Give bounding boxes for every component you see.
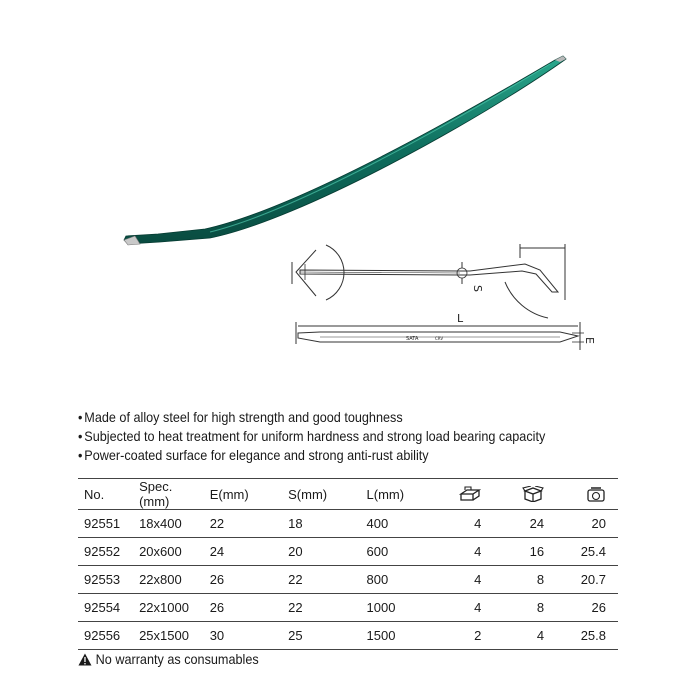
cell-weight: 25.4 [556,538,618,566]
header-carton [493,479,556,510]
cell-spec: 18x400 [133,510,204,538]
cell-no: 92552 [78,538,133,566]
cell-weight: 20.7 [556,566,618,594]
header-no: No. [78,479,133,510]
cell-weight: 20 [556,510,618,538]
cell-weight: 26 [556,594,618,622]
header-s: S(mm) [282,479,360,510]
cell-no: 92553 [78,566,133,594]
brand-marking: SATA [406,336,419,342]
cell-e: 26 [204,566,282,594]
cell-spec: 22x800 [133,566,204,594]
header-l: L(mm) [361,479,439,510]
cell-s: 25 [282,622,360,650]
cell-spec: 22x1000 [133,594,204,622]
cell-e: 22 [204,510,282,538]
pry-bar-image [124,56,566,245]
cell-inner: 4 [439,538,494,566]
table-row [78,510,618,538]
table-row [78,622,618,650]
cell-inner: 4 [439,594,494,622]
cell-carton: 4 [493,622,556,650]
header-inner-box [439,479,494,510]
inner-box-icon [459,486,481,502]
cell-spec: 25x1500 [133,622,204,650]
warranty-text: No warranty as consumables [95,652,259,667]
weight-scale-icon [586,486,606,502]
feature-item: • Subjected to heat treatment for uniform hardness and strong load bearing capacity [78,427,545,446]
dimension-label-s: S [471,285,484,292]
cell-no: 92551 [78,510,133,538]
cell-carton: 8 [493,566,556,594]
cell-l: 1000 [361,594,439,622]
cell-l: 600 [361,538,439,566]
cell-s: 18 [282,510,360,538]
feature-list [78,408,545,465]
cell-inner: 4 [439,510,494,538]
cell-e: 26 [204,594,282,622]
cell-l: 800 [361,566,439,594]
cell-s: 22 [282,594,360,622]
header-e: E(mm) [204,479,282,510]
cell-carton: 24 [493,510,556,538]
feature-item: • Power-coated surface for elegance and strong anti-rust ability [78,446,545,465]
warning-triangle-icon [78,653,92,666]
table-header-row [78,479,618,510]
cell-inner: 2 [439,622,494,650]
dimension-label-e: E [583,337,596,344]
table-row [78,566,618,594]
spec-table [78,478,618,650]
grade-marking: CRV [435,336,444,341]
feature-item: • Made of alloy steel for high strength and good toughness [78,408,545,427]
cell-inner: 4 [439,566,494,594]
cell-spec: 20x600 [133,538,204,566]
dimension-label-l: L [457,312,464,325]
cell-carton: 8 [493,594,556,622]
cell-s: 20 [282,538,360,566]
header-weight [556,479,618,510]
cell-e: 24 [204,538,282,566]
carton-box-icon [522,486,544,502]
cell-l: 400 [361,510,439,538]
header-spec: Spec. (mm) [133,479,204,510]
table-row [78,538,618,566]
cell-weight: 25.8 [556,622,618,650]
cell-no: 92554 [78,594,133,622]
table-row [78,594,618,622]
cell-no: 92556 [78,622,133,650]
cell-e: 30 [204,622,282,650]
cell-carton: 16 [493,538,556,566]
side-view-drawing [292,244,565,318]
warranty-note [78,652,259,667]
cell-l: 1500 [361,622,439,650]
cell-s: 22 [282,566,360,594]
